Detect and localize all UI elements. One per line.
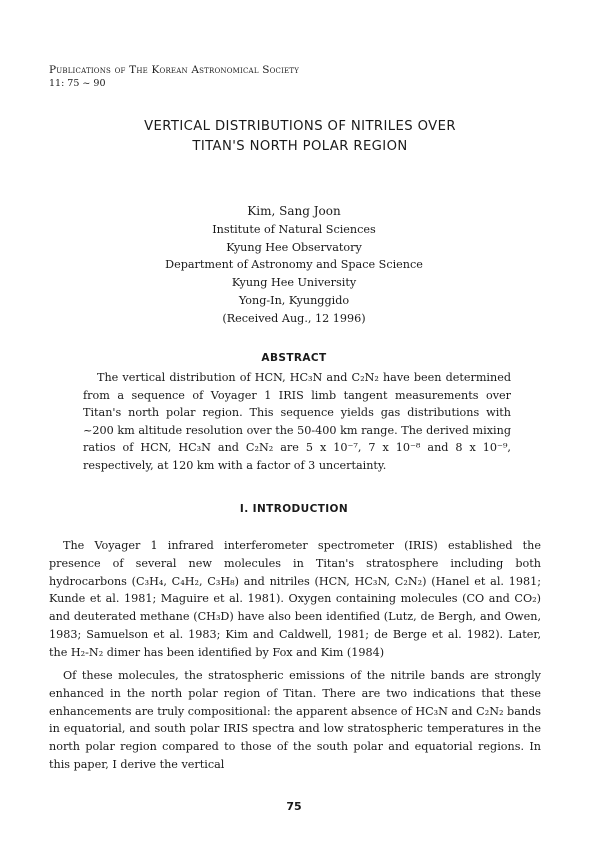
affiliation-line: Kyung Hee University <box>231 276 357 290</box>
body-paragraph: The Voyager 1 infrared interferometer spectrometer (IRIS) established the presence of several new molecules in Titan's stratosphere including both hydrocarbons (C₃H₄, C₄H₂, C₃H₈) and nitriles (HCN, HC₃N, C₂N₂) (Hanel et al. 1981; Kunde et al. 1981; Maguire et al. 1981). Oxygen containing molecules (CO and CO₂) and deuterated methane (CH₃D) have also been identified (Lutz, de Bergh, and Owen, 1983; Samuelson et al. 1983; Kim and Caldwell, 1981; de Berge et al. 1982). Later, the H₂-N₂ dimer has been identified by Fox and Kim (1984) <box>49 539 541 659</box>
author-block <box>0 203 588 328</box>
title-line-2: TITAN'S NORTH POLAR REGION <box>192 139 408 154</box>
volume-pages: 11: 75 ~ 90 <box>49 78 106 89</box>
paper-title <box>0 117 600 157</box>
abstract-text: The vertical distribution of HCN, HC₃N and C₂N₂ have been determined from a sequence of Voyager 1 IRIS limb tangent measurements over Titan's north polar region. This sequence yields gas distributions with ~200 km altitude resolution over the 50-400 km range. The derived mixing ratios of HCN, HC₃N and C₂N₂ are 5 x 10⁻⁷, 7 x 10⁻⁸ and 8 x 10⁻⁹, respectively, at 120 km with a factor of 3 uncertainty. <box>83 371 511 472</box>
received-date: (Received Aug., 12 1996) <box>222 311 366 325</box>
affiliation-line: Institute of Natural Sciences <box>212 222 376 236</box>
journal-name: Publications of The Korean Astronomical Society <box>49 64 300 76</box>
affiliation-line: Yong-In, Kyunggido <box>238 293 350 307</box>
section-heading: I. INTRODUCTION <box>239 503 349 515</box>
author-name: Kim, Sang Joon <box>247 204 341 218</box>
affiliation-line: Department of Astronomy and Space Science <box>165 258 423 272</box>
page-number: 75 <box>286 800 302 813</box>
body-paragraph: Of these molecules, the stratospheric emissions of the nitrile bands are strongly enhanced in the north polar region of Titan. There are two indications that these enhancements are truly compositional: the apparent absence of HC₃N and C₂N₂ bands in equatorial, and south polar IRIS spectra and low stratospheric temperatures in the north polar region compared to those of the south polar and equatorial regions. In this paper, I derive the vertical <box>49 669 541 771</box>
title-line-1: VERTICAL DISTRIBUTIONS OF NITRILES OVER <box>144 119 456 134</box>
affiliation-line: Kyung Hee Observatory <box>226 240 362 254</box>
abstract-heading: ABSTRACT <box>261 352 327 364</box>
